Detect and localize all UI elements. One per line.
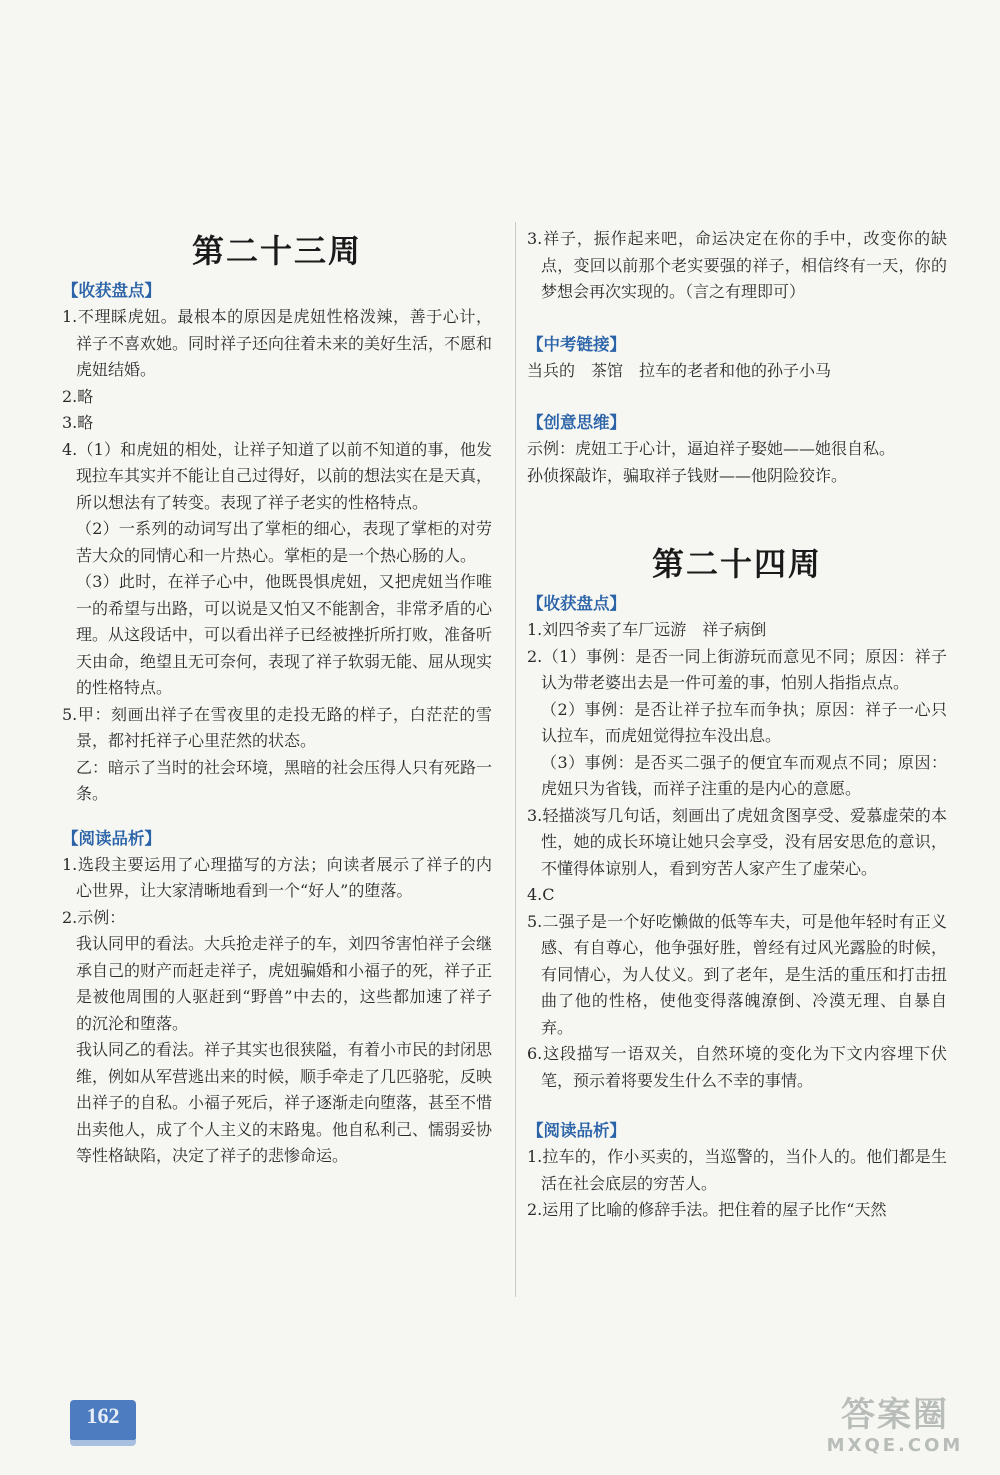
answer-item: 3.祥子，振作起来吧，命运决定在你的手中，改变你的缺点，变回以前那个老实要强的祥子，相信终有一天，你的梦想会再次实现的。（言之有理即可） [527,229,947,301]
reading-section-tag: 【阅读品析】 [527,1121,626,1140]
answer-item: 1.选段主要运用了心理描写的方法；向读者展示了祥子的内心世界，让大家清晰地看到一个“好人”的堕落。 [62,854,492,900]
column-divider [515,222,516,1297]
answer-item: 3.轻描淡写几句话，刻画出了虎妞贪图享受、爱慕虚荣的本性，她的成长环境让她只会享受，没有居安思危的意识，不懂得体谅别人，看到穷苦人家产生了虚荣心。 [527,805,947,878]
answer-item: 2.示例： [62,907,126,927]
answer-item: 1.刘四爷卖了车厂远游 祥子病倒 [527,620,767,639]
week-23-title: 第二十三周 [191,232,362,270]
answer-item: 2.（1）事例：是否一同上街游玩而意见不同；原因：祥子认为带老婆出去是一件可羞的事，怕别人指指点点。 [527,646,947,692]
exam-link-section-tag: 【中考链接】 [527,334,626,354]
right-column [527,226,947,1224]
answer-subitem: （3）此时，在祥子心中，他既畏惧虎妞，又把虎妞当作唯一的希望与出路，可以说是又怕又不能割舍，非常矛盾的心理。从这段话中，可以看出祥子已经被挫折所打败，准备听天由命，绝望且无可奈何，表现了祥子软弱无能、屈从现实的性格特点。 [76,572,493,697]
creative-answer-line: 示例：虎妞工于心计，逼迫祥子娶她——她很自私。 [527,439,896,458]
answer-item: 2.略 [62,386,94,406]
creative-section-tag: 【创意思维】 [527,413,626,432]
creative-answer-line: 孙侦探敲诈，骗取祥子钱财——他阴险狡诈。 [527,465,848,485]
answer-item: 1.拉车的，作小买卖的，当巡警的，当仆人的。他们都是生活在社会底层的穷苦人。 [527,1147,947,1193]
answer-subitem: 乙：暗示了当时的社会环境，黑暗的社会压得人只有死路一条。 [76,757,493,803]
harvest-section-tag: 【收获盘点】 [527,594,626,613]
answer-paragraph: 我认同甲的看法。大兵抢走祥子的车，刘四爷害怕祥子会继承自己的财产而赶走祥子，虎妞骗婚和小福子的死，祥子正是被他周围的人驱赶到“野兽”中去的，这些都加速了祥子的沉沦和堕落。 [76,934,493,1033]
answer-item: 5.甲：刻画出祥子在雪夜里的走投无路的样子，白茫茫的雪景，都衬托祥子心里茫然的状态。 [62,704,492,750]
left-column [62,218,492,1170]
answer-item: 1.不理睬虎妞。最根本的原因是虎妞性格泼辣，善于心计，祥子不喜欢她。同时祥子还向往着未来的美好生活，不愿和虎妞结婚。 [62,307,493,379]
answer-subitem: （2）一系列的动词写出了掌柜的细心，表现了掌柜的对劳苦大众的同情心和一片热心。掌柜的是一个热心肠的人。 [76,519,492,565]
watermark-url: MXQE.COM [826,1435,964,1456]
harvest-section-tag: 【收获盘点】 [62,281,161,300]
week-24-title: 第二十四周 [651,545,822,583]
answer-item: 6.这段描写一语双关，自然环境的变化为下文内容埋下伏笔，预示着将要发生什么不幸的事情。 [527,1044,947,1090]
reading-section-tag: 【阅读品析】 [62,828,161,848]
answer-paragraph: 我认同乙的看法。祥子其实也很狭隘，有着小市民的封闭思维，例如从军营逃出来的时候，顺手牵走了几匹骆驼，反映出祥子的自私。小福子死后，祥子逐渐走向堕落，甚至不惜出卖他人，成了个人主义的末路鬼。他自私利己、懦弱妥协等性格缺陷，决定了祥子的悲惨命运。 [76,1040,493,1165]
answer-item: 3.略 [62,413,94,432]
answer-item: 2.运用了比喻的修辞手法。把住着的屋子比作“天然 [527,1200,887,1219]
page-number-badge: 162 [70,1400,136,1440]
answer-item: 4.C [527,885,555,904]
answer-subitem: （2）事例：是否让祥子拉车而争执；原因：祥子一心只认拉车，而虎妞觉得拉车没出息。 [541,699,947,745]
exam-link-answer: 当兵的 茶馆 拉车的老者和他的孙子小马 [527,360,832,380]
answer-item: 5.二强子是一个好吃懒做的低等车夫，可是他年轻时有正义感、有自尊心，他争强好胜，曾经有过风光露脸的时候，有同情心，为人仗义。到了老年，是生活的重压和打击扭曲了他的性格，使他变得落魄潦倒、冷漠无理、自暴自弃。 [527,911,947,1037]
answer-item: 4.（1）和虎妞的相处，让祥子知道了以前不知道的事，他发现拉车其实并不能让自己过得好，以前的想法实在是天真，所以想法有了转变。表现了祥子老实的性格特点。 [62,439,493,512]
answer-subitem: （3）事例：是否买二强子的便宜车而观点不同；原因：虎妞只为省钱，而祥子注重的是内心的意愿。 [541,752,947,798]
watermark-logo [820,1395,970,1465]
watermark-text: 答案圈 [841,1395,949,1435]
